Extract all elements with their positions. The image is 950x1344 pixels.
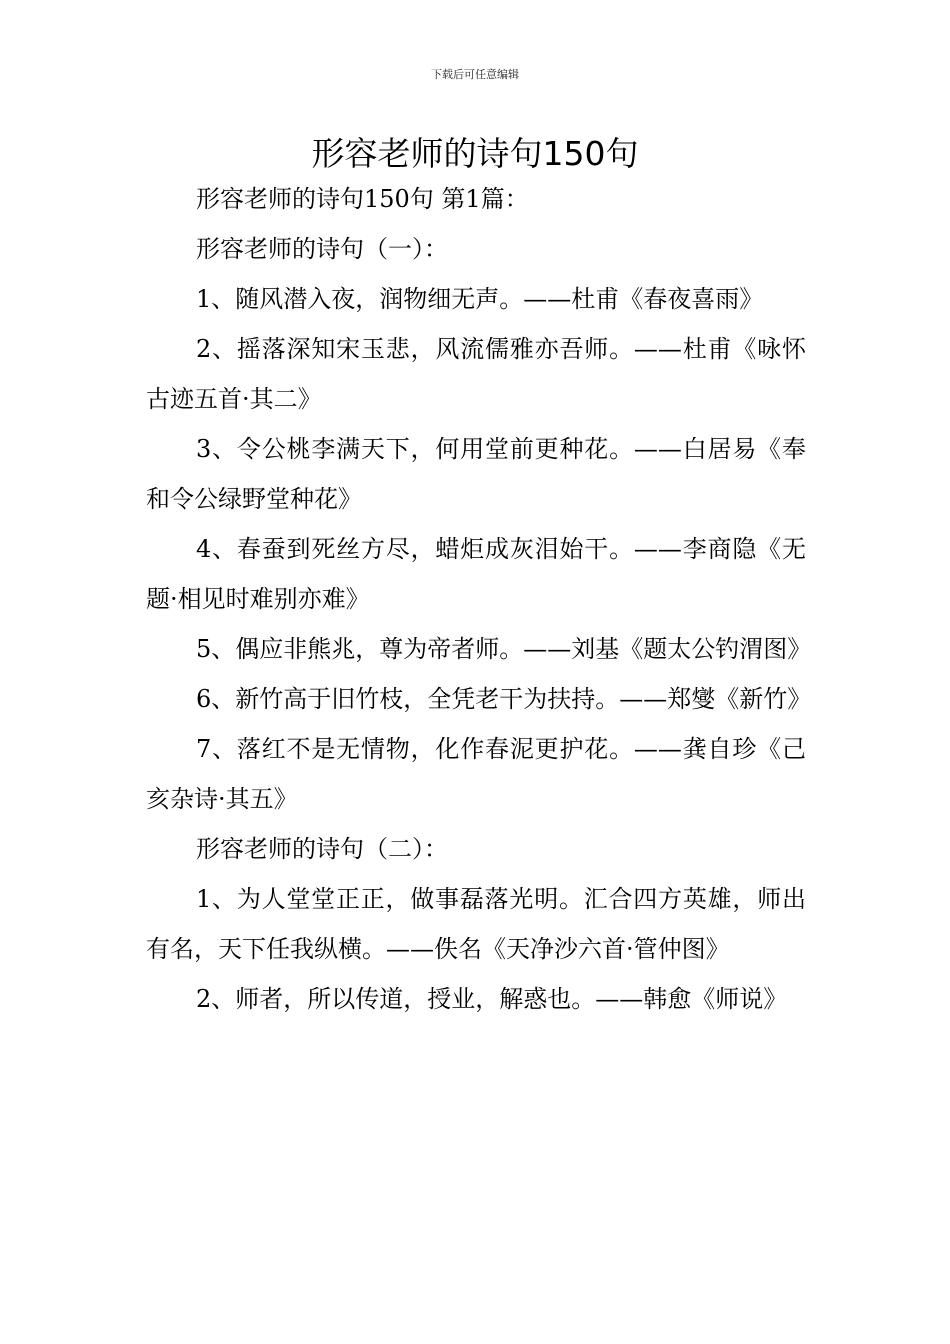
poem-line: 5、偶应非熊兆，尊为帝者师。——刘基《题太公钓渭图》 [196,635,812,663]
section-heading: 形容老师的诗句150句 第1篇： [196,185,529,213]
section-heading: 形容老师的诗句（一）： [196,235,448,263]
poem-line: 4、春蚕到死丝方尽，蜡炬成灰泪始干。——李商隐《无题·相见时难别亦难》 [146,535,806,613]
poem-line: 7、落红不是无情物，化作春泥更护花。——龚自珍《己亥杂诗·其五》 [146,735,806,813]
poem-line: 6、新竹高于旧竹枝，全凭老干为扶持。——郑燮《新竹》 [196,685,812,713]
document-title: 形容老师的诗句150句 [311,134,639,173]
section-heading: 形容老师的诗句（二）： [196,835,448,863]
document-body [146,174,812,1024]
poem-line: 1、随风潜入夜，润物细无声。——杜甫《春夜喜雨》 [196,285,764,313]
header-note: 下载后可任意编辑 [431,68,519,81]
poem-line: 3、令公桃李满天下，何用堂前更种花。——白居易《奉和令公绿野堂种花》 [146,435,806,513]
poem-line: 2、师者，所以传道，授业，解惑也。——韩愈《师说》 [196,985,788,1013]
poem-line: 1、为人堂堂正正，做事磊落光明。汇合四方英雄，师出有名，天下任我纵横。——佚名《天净沙六首·管仲图》 [146,885,806,963]
poem-line: 2、摇落深知宋玉悲，风流儒雅亦吾师。——杜甫《咏怀古迹五首·其二》 [146,335,806,413]
